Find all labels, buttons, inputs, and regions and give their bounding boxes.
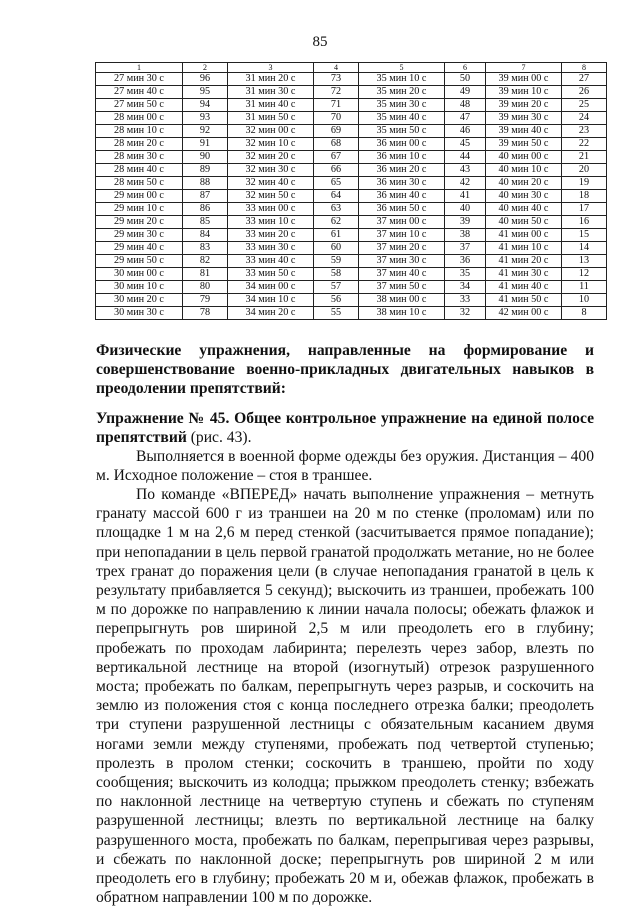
table-cell: 32 — [445, 307, 486, 320]
table-body — [96, 73, 607, 320]
table-row — [96, 73, 607, 86]
table-cell: 67 — [314, 151, 359, 164]
exercise-title — [96, 409, 594, 447]
table-cell: 39 мин 20 с — [486, 99, 562, 112]
table-cell: 40 мин 30 с — [486, 190, 562, 203]
table-cell: 31 мин 40 с — [228, 99, 314, 112]
table-cell: 31 мин 30 с — [228, 86, 314, 99]
table-cell: 31 мин 20 с — [228, 73, 314, 86]
table-cell: 34 мин 00 с — [228, 281, 314, 294]
table-row — [96, 281, 607, 294]
table-row — [96, 190, 607, 203]
table-cell: 14 — [562, 242, 607, 255]
table-cell: 86 — [183, 203, 228, 216]
table-cell: 37 мин 40 с — [359, 268, 445, 281]
table-cell: 29 мин 20 с — [96, 216, 183, 229]
table-cell: 30 мин 10 с — [96, 281, 183, 294]
table-cell: 39 мин 10 с — [486, 86, 562, 99]
table-cell: 32 мин 10 с — [228, 138, 314, 151]
table-cell: 36 мин 00 с — [359, 138, 445, 151]
table-cell: 34 — [445, 281, 486, 294]
table-cell: 46 — [445, 125, 486, 138]
table-cell: 72 — [314, 86, 359, 99]
table-cell: 55 — [314, 307, 359, 320]
table-cell: 32 мин 00 с — [228, 125, 314, 138]
table-cell: 87 — [183, 190, 228, 203]
table-cell: 11 — [562, 281, 607, 294]
table-cell: 71 — [314, 99, 359, 112]
table-cell: 69 — [314, 125, 359, 138]
table-cell: 15 — [562, 229, 607, 242]
table-cell: 12 — [562, 268, 607, 281]
exercise-conditions-paragraph: Выполняется в военной форме одежды без оружия. Дистанция – 400 м. Исходное положение – стоя в траншее. — [96, 448, 594, 485]
table-header-row — [96, 63, 607, 73]
table-cell: 37 мин 30 с — [359, 255, 445, 268]
table-cell: 96 — [183, 73, 228, 86]
table-cell: 41 мин 50 с — [486, 294, 562, 307]
table-header-cell: 7 — [486, 63, 562, 73]
table-cell: 92 — [183, 125, 228, 138]
table-cell: 35 — [445, 268, 486, 281]
table-row — [96, 242, 607, 255]
table-row — [96, 177, 607, 190]
table-row — [96, 268, 607, 281]
table-cell: 20 — [562, 164, 607, 177]
table-cell: 37 мин 20 с — [359, 242, 445, 255]
table-cell: 63 — [314, 203, 359, 216]
table-cell: 35 мин 30 с — [359, 99, 445, 112]
table-cell: 61 — [314, 229, 359, 242]
table-cell: 17 — [562, 203, 607, 216]
table-cell: 27 мин 50 с — [96, 99, 183, 112]
table-cell: 24 — [562, 112, 607, 125]
table-header-cell: 4 — [314, 63, 359, 73]
table-cell: 41 мин 40 с — [486, 281, 562, 294]
table-cell: 13 — [562, 255, 607, 268]
table-row — [96, 164, 607, 177]
table-cell: 37 мин 10 с — [359, 229, 445, 242]
table-cell: 49 — [445, 86, 486, 99]
table-cell: 39 мин 40 с — [486, 125, 562, 138]
table-cell: 36 мин 40 с — [359, 190, 445, 203]
table-cell: 40 мин 50 с — [486, 216, 562, 229]
table-cell: 32 мин 40 с — [228, 177, 314, 190]
table-cell: 39 мин 00 с — [486, 73, 562, 86]
table-cell: 42 — [445, 177, 486, 190]
table-cell: 30 мин 20 с — [96, 294, 183, 307]
table-cell: 42 мин 00 с — [486, 307, 562, 320]
table-cell: 39 — [445, 216, 486, 229]
table-cell: 38 — [445, 229, 486, 242]
table-cell: 27 мин 30 с — [96, 73, 183, 86]
table-row — [96, 125, 607, 138]
table-cell: 32 мин 30 с — [228, 164, 314, 177]
table-cell: 65 — [314, 177, 359, 190]
table-header-cell: 1 — [96, 63, 183, 73]
table-cell: 29 мин 50 с — [96, 255, 183, 268]
table-row — [96, 151, 607, 164]
table-row — [96, 255, 607, 268]
table-cell: 28 мин 00 с — [96, 112, 183, 125]
table-cell: 59 — [314, 255, 359, 268]
table-cell: 29 мин 30 с — [96, 229, 183, 242]
table-cell: 89 — [183, 164, 228, 177]
table-cell: 58 — [314, 268, 359, 281]
table-cell: 30 мин 30 с — [96, 307, 183, 320]
table-cell: 21 — [562, 151, 607, 164]
table-row — [96, 138, 607, 151]
table-cell: 44 — [445, 151, 486, 164]
table-cell: 23 — [562, 125, 607, 138]
table-row — [96, 99, 607, 112]
table-cell: 36 — [445, 255, 486, 268]
table-cell: 38 мин 10 с — [359, 307, 445, 320]
table-cell: 30 мин 00 с — [96, 268, 183, 281]
table-cell: 36 мин 10 с — [359, 151, 445, 164]
table-cell: 93 — [183, 112, 228, 125]
table-header-cell: 8 — [562, 63, 607, 73]
table-cell: 82 — [183, 255, 228, 268]
table-cell: 78 — [183, 307, 228, 320]
table-cell: 32 мин 20 с — [228, 151, 314, 164]
table-cell: 39 мин 30 с — [486, 112, 562, 125]
table-cell: 40 — [445, 203, 486, 216]
table-cell: 40 мин 20 с — [486, 177, 562, 190]
table-cell: 35 мин 50 с — [359, 125, 445, 138]
table-cell: 29 мин 00 с — [96, 190, 183, 203]
table-cell: 33 — [445, 294, 486, 307]
table-cell: 47 — [445, 112, 486, 125]
table-cell: 50 — [445, 73, 486, 86]
table-cell: 33 мин 20 с — [228, 229, 314, 242]
table-cell: 40 мин 00 с — [486, 151, 562, 164]
page-number: 85 — [312, 34, 328, 50]
table-cell: 19 — [562, 177, 607, 190]
table-cell: 57 — [314, 281, 359, 294]
table-cell: 94 — [183, 99, 228, 112]
table-cell: 35 мин 10 с — [359, 73, 445, 86]
score-table — [95, 62, 607, 320]
table-cell: 41 мин 20 с — [486, 255, 562, 268]
table-cell: 35 мин 40 с — [359, 112, 445, 125]
table-cell: 33 мин 00 с — [228, 203, 314, 216]
table-cell: 91 — [183, 138, 228, 151]
table-cell: 32 мин 50 с — [228, 190, 314, 203]
table-cell: 33 мин 50 с — [228, 268, 314, 281]
table-row — [96, 294, 607, 307]
table-cell: 26 — [562, 86, 607, 99]
table-cell: 39 мин 50 с — [486, 138, 562, 151]
table-row — [96, 216, 607, 229]
table-cell: 37 мин 00 с — [359, 216, 445, 229]
table-cell: 79 — [183, 294, 228, 307]
table-cell: 28 мин 20 с — [96, 138, 183, 151]
table-cell: 62 — [314, 216, 359, 229]
table-row — [96, 112, 607, 125]
table-cell: 68 — [314, 138, 359, 151]
table-cell: 37 — [445, 242, 486, 255]
table-cell: 8 — [562, 307, 607, 320]
table-cell: 84 — [183, 229, 228, 242]
table-cell: 70 — [314, 112, 359, 125]
section-heading: Физические упражнения, направленные на формирование и совершенствование военно-прикладных двигательных навыков в преодолении препятствий: — [96, 342, 594, 398]
table-cell: 35 мин 20 с — [359, 86, 445, 99]
table-cell: 41 мин 10 с — [486, 242, 562, 255]
table-cell: 27 — [562, 73, 607, 86]
table-cell: 33 мин 40 с — [228, 255, 314, 268]
table-cell: 40 мин 40 с — [486, 203, 562, 216]
table-cell: 40 мин 10 с — [486, 164, 562, 177]
exercise-figure-ref: (рис. 43). — [186, 429, 252, 447]
table-cell: 36 мин 20 с — [359, 164, 445, 177]
table-cell: 95 — [183, 86, 228, 99]
exercise-title-bold: Упражнение № 45. Общее контрольное упражнение на единой полосе препятствий — [96, 410, 594, 447]
table-cell: 64 — [314, 190, 359, 203]
table-cell: 60 — [314, 242, 359, 255]
table-header-cell: 6 — [445, 63, 486, 73]
table-cell: 36 мин 50 с — [359, 203, 445, 216]
table-cell: 66 — [314, 164, 359, 177]
table-cell: 33 мин 10 с — [228, 216, 314, 229]
table-cell: 29 мин 10 с — [96, 203, 183, 216]
table-cell: 22 — [562, 138, 607, 151]
table-cell: 28 мин 30 с — [96, 151, 183, 164]
table-cell: 33 мин 30 с — [228, 242, 314, 255]
table-cell: 56 — [314, 294, 359, 307]
table-row — [96, 229, 607, 242]
table-cell: 85 — [183, 216, 228, 229]
table-cell: 36 мин 30 с — [359, 177, 445, 190]
table-header-cell: 3 — [228, 63, 314, 73]
table-cell: 73 — [314, 73, 359, 86]
table-cell: 81 — [183, 268, 228, 281]
table-cell: 41 мин 30 с — [486, 268, 562, 281]
table-cell: 90 — [183, 151, 228, 164]
exercise-procedure-paragraph: По команде «ВПЕРЕД» начать выполнение упражнения – метнуть гранату массой 600 г из траншеи на 20 м по стенке (проломам) или по площадке 1 м на 2,6 м перед стенкой (засчитывается прямое попадание); при непопадании в цель первой гранатой продолжать метание, но не более трех гранат до поражения цели (в случае непопадания гранатой в цель к результату прибавляется 5 секунд); выскочить из траншеи, пробежать 100 м по дорожке по направлению к линии начала полосы; обежать флажок и перепрыгнуть ров шириной 2,5 м или преодолеть его в глубину; пробежать по проходам лабиринта; перелезть через забор, влезть по вертикальной лестнице на второй (изогнутый) отрезок разрушенного моста; пробежать по балкам, перепрыгнуть через разрыв, и соскочить на землю из положения стоя с конца последнего отрезка балки; преодолеть три ступени разрушенной лестницы с обязательным касанием двумя ногами земли между ступенями, пробежать под четвертой ступенью; пролезть в пролом стенки; соскочить в траншею, пройти по ходу сообщения; выскочить из колодца; прыжком преодолеть стенку; взбежать по наклонной лестнице на четвертую ступень и сбежать по ступеням разрушенной лестницы; влезть по вертикальной лестнице на балку разрушенного моста, пробежать по балкам, перепрыгивая через разрывы, и сбежать по наклонной доске; перепрыгнуть ров шириной 2 м или преодолеть его в глубину; пробежать 20 м и, обежав флажок, пробежать в обратном направлении 100 м по дорожке. — [96, 486, 594, 907]
table-cell: 10 — [562, 294, 607, 307]
table-cell: 43 — [445, 164, 486, 177]
table-cell: 28 мин 10 с — [96, 125, 183, 138]
table-cell: 25 — [562, 99, 607, 112]
table-cell: 16 — [562, 216, 607, 229]
table-cell: 41 — [445, 190, 486, 203]
table-row — [96, 203, 607, 216]
table-row — [96, 307, 607, 320]
table-cell: 80 — [183, 281, 228, 294]
table-row — [96, 86, 607, 99]
table-cell: 38 мин 00 с — [359, 294, 445, 307]
table-cell: 28 мин 50 с — [96, 177, 183, 190]
table-cell: 27 мин 40 с — [96, 86, 183, 99]
table-header-cell: 2 — [183, 63, 228, 73]
table-cell: 45 — [445, 138, 486, 151]
table-cell: 37 мин 50 с — [359, 281, 445, 294]
table-cell: 28 мин 40 с — [96, 164, 183, 177]
table-cell: 83 — [183, 242, 228, 255]
table-cell: 18 — [562, 190, 607, 203]
table-cell: 88 — [183, 177, 228, 190]
table-cell: 31 мин 50 с — [228, 112, 314, 125]
table-cell: 48 — [445, 99, 486, 112]
table-cell: 34 мин 10 с — [228, 294, 314, 307]
table-cell: 29 мин 40 с — [96, 242, 183, 255]
table-cell: 41 мин 00 с — [486, 229, 562, 242]
table-header-cell: 5 — [359, 63, 445, 73]
table-cell: 34 мин 20 с — [228, 307, 314, 320]
